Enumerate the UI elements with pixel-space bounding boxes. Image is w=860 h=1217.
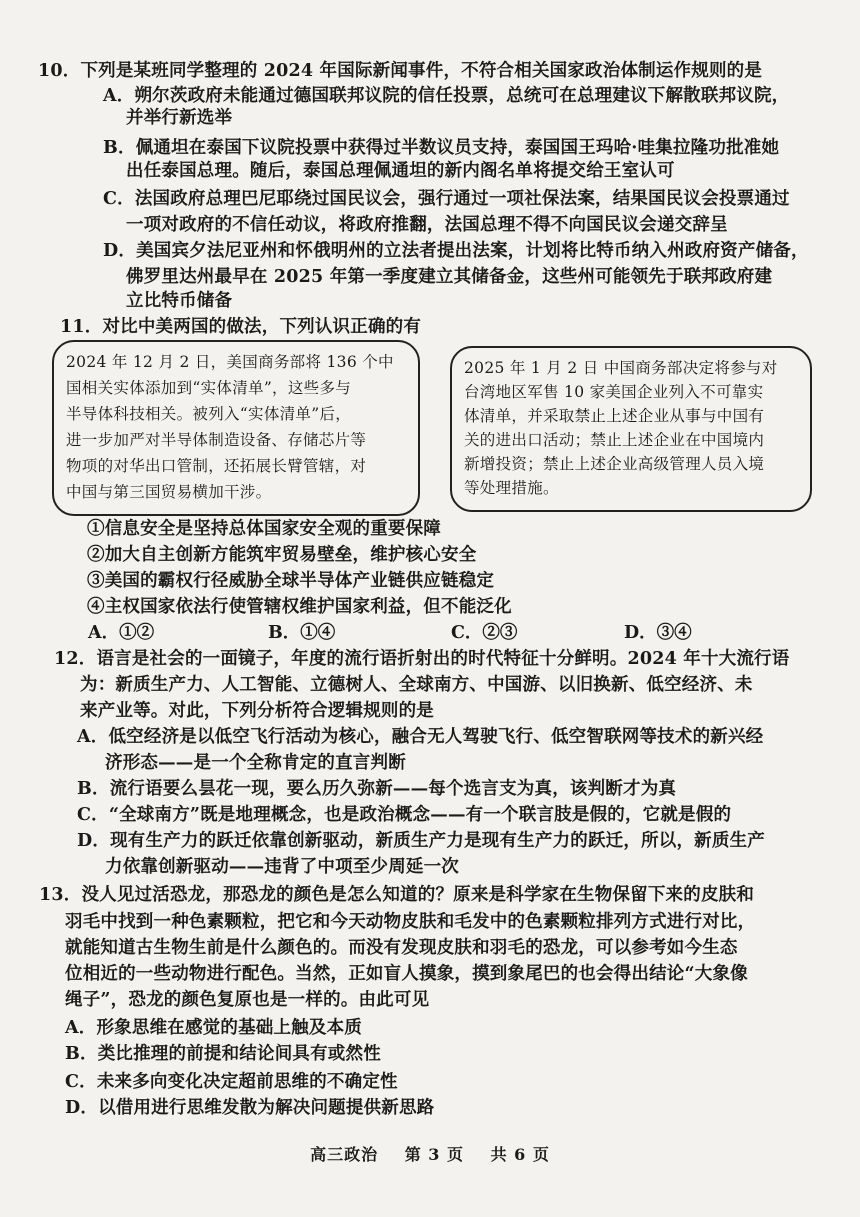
q11-option-d: D．③④ <box>624 623 692 643</box>
q11-option-a: A．①② <box>88 623 155 643</box>
q13-stem-line2: 羽毛中找到一种色素颗粒，把它和今天动物皮肤和毛发中的色素颗粒排列方式进行对比， <box>65 912 756 932</box>
q10-option-d-line2: 佛罗里达州最早在 2025 年第一季度建立其储备金，这些州可能领先于联邦政府建 <box>126 267 773 287</box>
q11-statement-3: ③美国的霸权行径威胁全球半导体产业链供应链稳定 <box>87 571 495 591</box>
q10-stem: 10．下列是某班同学整理的 2024 年国际新闻事件，不符合相关国家政治体制运作规则的是 <box>38 61 763 81</box>
q11-box-right-line: 台湾地区军售 10 家美国企业列入不可靠实 <box>464 383 764 401</box>
q11-material-box-china <box>450 346 812 512</box>
footer-total-pages: 共 6 页 <box>490 1145 550 1164</box>
q11-statement-4: ④主权国家依法行使管辖权维护国家利益，但不能泛化 <box>87 597 512 617</box>
q10-option-c-line1: C．法国政府总理巴尼耶绕过国民议会，强行通过一项社保法案，结果国民议会投票通过 <box>103 189 790 209</box>
q11-box-right-line: 体清单，并采取禁止上述企业从事与中国有 <box>464 407 765 425</box>
q11-box-right-line: 2025 年 1 月 2 日 中国商务部决定将参与对 <box>464 359 778 377</box>
q11-stem: 11．对比中美两国的做法，下列认识正确的有 <box>60 317 422 337</box>
q13-stem-line3: 就能知道古生物生前是什么颜色的。而没有发现皮肤和羽毛的恐龙，可以参考如今生态 <box>65 938 738 958</box>
q13-stem-line5: 绳子”，恐龙的颜色复原也是一样的。由此可见 <box>65 990 430 1010</box>
q11-material-box-us <box>52 340 420 516</box>
q11-option-b: B．①④ <box>268 623 336 643</box>
q11-statement-1: ①信息安全是坚持总体国家安全观的重要保障 <box>87 519 441 539</box>
q11-box-right-line: 关的进出口活动；禁止上述企业在中国境内 <box>464 431 765 449</box>
q10-option-a-line2: 并举行新选举 <box>126 108 233 128</box>
q10-option-d-line3: 立比特币储备 <box>126 291 233 311</box>
q10-option-d-line1: D．美国宾夕法尼亚州和怀俄明州的立法者提出法案，计划将比特币纳入州政府资产储备， <box>103 241 809 261</box>
q10-option-c-line2: 一项对政府的不信任动议，将政府推翻，法国总理不得不向国民议会递交辞呈 <box>126 215 728 235</box>
q11-box-left-line: 进一步加严对半导体制造设备、存储芯片等 <box>66 431 367 449</box>
q11-box-left-line: 国相关实体添加到“实体清单”，这些多与 <box>66 379 352 397</box>
q13-stem-line1: 13．没人见过活恐龙，那恐龙的颜色是怎么知道的？原来是科学家在生物保留下来的皮肤和 <box>39 885 755 905</box>
q11-statement-2: ②加大自主创新方能筑牢贸易壁垒，维护核心安全 <box>87 545 477 565</box>
q11-box-left-line: 中国与第三国贸易横加干涉。 <box>66 483 272 501</box>
q11-box-left-line: 2024 年 12 月 2 日，美国商务部将 136 个中 <box>66 353 394 371</box>
q10-option-a-line1: A．朔尔茨政府未能通过德国联邦议院的信任投票，总统可在总理建议下解散联邦议院， <box>103 86 790 106</box>
q13-option-b: B．类比推理的前提和结论间具有或然性 <box>65 1044 381 1064</box>
q12-option-c: C．“全球南方”既是地理概念，也是政治概念——有一个联言肢是假的，它就是假的 <box>77 805 732 825</box>
q11-option-c: C．②③ <box>451 623 518 643</box>
q12-option-b: B．流行语要么昙花一现，要么历久弥新——每个选言支为真，该判断才为真 <box>77 779 677 799</box>
q13-stem-line4: 位相近的一些动物进行配色。当然，正如盲人摸象，摸到象尾巴的也会得出结论“大象像 <box>65 964 748 984</box>
q10-option-b-line2: 出任泰国总理。随后，泰国总理佩通坦的新内阁名单将提交给王室认可 <box>126 161 675 181</box>
q13-option-d: D．以借用进行思维发散为解决问题提供新思路 <box>65 1098 435 1118</box>
q12-option-a-line1: A．低空经济是以低空飞行活动为核心，融合无人驾驶飞行、低空智联网等技术的新兴经 <box>77 727 764 747</box>
q11-box-left-line: 半导体科技相关。被列入“实体清单”后， <box>66 405 352 423</box>
footer-page-number: 第 3 页 <box>404 1145 464 1164</box>
q13-option-c: C．未来多向变化决定超前思维的不确定性 <box>65 1072 398 1092</box>
q11-box-right-line: 等处理措施。 <box>464 479 559 497</box>
footer-subject: 高三政治 <box>310 1145 379 1164</box>
q11-box-right-line: 新增投资；禁止上述企业高级管理人员入境 <box>464 455 765 473</box>
q13-option-a: A．形象思维在感觉的基础上触及本质 <box>65 1018 362 1038</box>
q12-option-d-line1: D．现有生产力的跃迁依靠创新驱动，新质生产力是现有生产力的跃迁，所以，新质生产 <box>77 831 765 851</box>
q12-option-a-line2: 济形态——是一个全称肯定的直言判断 <box>105 753 406 773</box>
q11-box-left-line: 物项的对华出口管制，还拓展长臂管辖，对 <box>66 457 367 475</box>
q12-stem-line3: 来产业等。对此，下列分析符合逻辑规则的是 <box>80 701 434 721</box>
q10-option-b-line1: B．佩通坦在泰国下议院投票中获得过半数议员支持，泰国国王玛哈·哇集拉隆功批准她 <box>103 138 780 158</box>
q12-stem-line2: 为：新质生产力、人工智能、立德树人、全球南方、中国游、以旧换新、低空经济、未 <box>80 675 753 695</box>
q12-option-d-line2: 力依靠创新驱动——违背了中项至少周延一次 <box>105 857 459 877</box>
q12-stem-line1: 12．语言是社会的一面镜子，年度的流行语折射出的时代特征十分鲜明。2024 年十大流行语 <box>54 649 790 669</box>
page-footer <box>0 1142 860 1165</box>
